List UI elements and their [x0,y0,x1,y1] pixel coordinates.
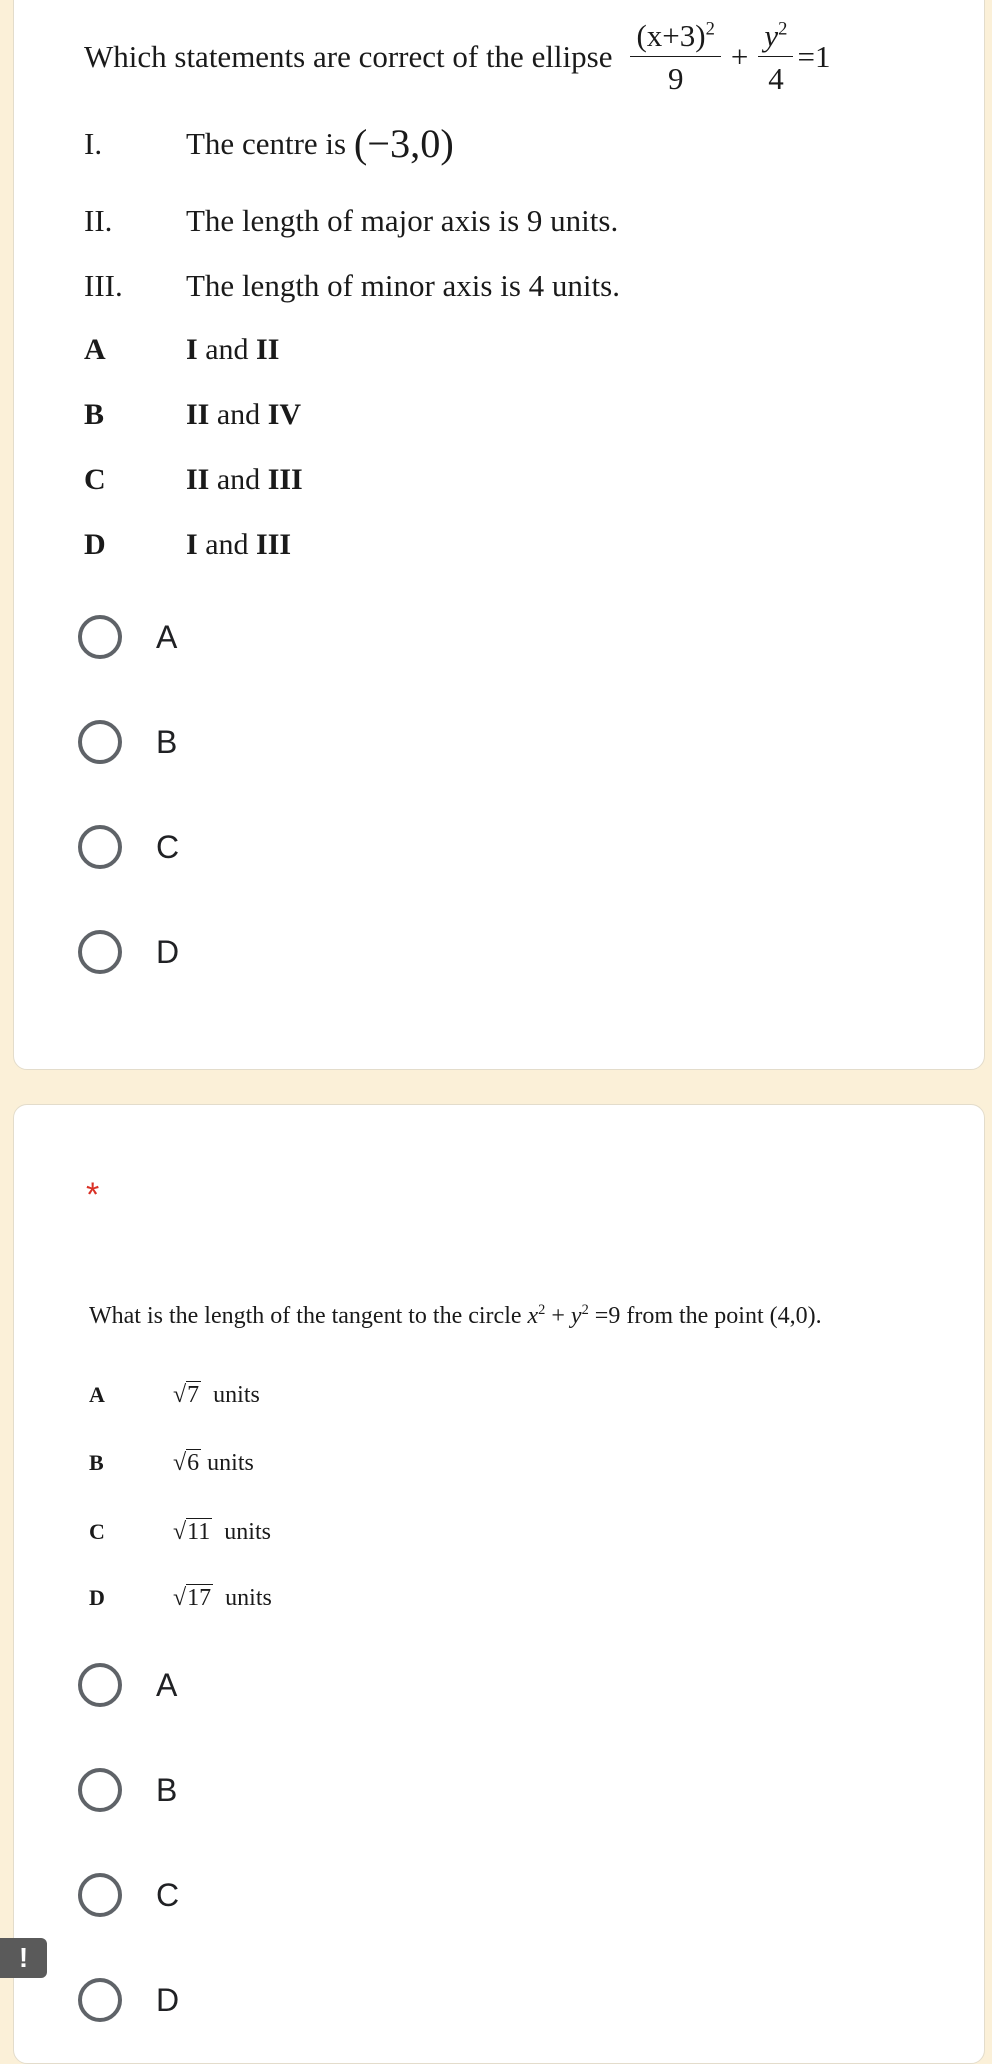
required-indicator: * [86,1176,100,1214]
eq-equals: =1 [797,39,831,75]
q2-radio-c[interactable] [78,1873,179,1917]
option-mid: and [197,528,257,561]
sqrt-symbol: √6 [173,1450,200,1476]
answer-option-a [84,333,279,367]
radio-circle-icon[interactable] [78,1873,122,1917]
alert-icon[interactable]: ! [0,1938,47,1978]
option-mid: and [209,398,268,431]
sqrt-symbol: √17 [173,1585,212,1611]
question-2-text-after: from the point (4,0). [620,1303,822,1329]
option-mid: and [197,333,257,366]
option-letter: A [84,333,106,366]
eq-term2-exp: 2 [778,18,788,40]
sqrt-symbol: √7 [173,1382,200,1408]
statement-roman: III. [84,268,123,303]
statement-roman: II. [84,203,113,238]
eq-term2-den: 4 [768,60,784,96]
option-part-a: I [186,333,198,366]
option-letter: A [89,1382,105,1407]
option-unit: units [213,1382,260,1408]
eq-term1-exp: 2 [705,18,715,40]
option-letter: D [84,528,106,561]
q1-radio-a[interactable] [78,615,177,659]
statement-1 [84,120,454,167]
radio-label[interactable]: D [156,1981,180,2018]
option-part-b: III [267,463,303,496]
eq-equals: =9 [588,1303,621,1329]
statement-text: The centre is [186,126,354,161]
question-1-text: Which statements are correct of the ellipse [84,39,613,75]
radio-circle-icon[interactable] [78,930,122,974]
option-letter: B [89,1450,104,1475]
eq-plus: + [730,39,749,75]
eq-sq1: 2 [538,1302,546,1318]
statement-roman: I. [84,126,103,161]
q2-radio-a[interactable] [78,1663,177,1707]
eq-term1-num: (x+3) [636,18,706,53]
eq-x: x [527,1303,539,1329]
radio-label[interactable]: C [156,828,180,865]
radio-label[interactable]: C [156,1876,180,1913]
question-card-2 [13,1104,985,2064]
q2-answer-option-b [89,1450,254,1477]
eq-y: y [570,1303,582,1329]
option-unit: units [225,1585,272,1611]
option-letter: C [84,463,106,496]
equation-fraction-2 [758,18,793,96]
question-1-stem [84,18,830,96]
radicand: 17 [187,1585,212,1611]
statement-2 [84,203,618,239]
equation-fraction-1 [630,18,720,96]
radio-label[interactable]: B [156,723,178,760]
option-part-b: II [256,333,280,366]
radio-circle-icon[interactable] [78,825,122,869]
q1-radio-c[interactable] [78,825,179,869]
radicand: 6 [187,1450,200,1476]
radio-label[interactable]: D [156,933,180,970]
question-2-stem [89,1302,822,1330]
option-part-b: III [256,528,292,561]
q2-answer-option-c [89,1519,271,1546]
radio-label[interactable]: B [156,1771,178,1808]
radio-circle-icon[interactable] [78,720,122,764]
eq-plus: + [545,1303,571,1329]
q2-answer-option-a [89,1382,260,1409]
radio-circle-icon[interactable] [78,615,122,659]
q2-answer-option-d [89,1585,272,1612]
q2-radio-d[interactable] [78,1978,179,2022]
answer-option-b [84,398,301,432]
statement-text: The length of minor axis is 4 units. [186,268,620,303]
radio-circle-icon[interactable] [78,1978,122,2022]
option-unit: units [224,1519,271,1545]
eq-term1-den: 9 [667,60,684,96]
statement-math: (−3,0) [353,121,454,166]
option-part-b: IV [267,398,302,431]
option-part-a: II [186,398,210,431]
radicand: 11 [187,1519,211,1545]
statement-3 [84,268,620,304]
statement-text: The length of major axis is 9 units. [186,203,619,238]
radio-label[interactable]: A [156,618,178,655]
option-mid: and [209,463,268,496]
answer-option-c [84,463,303,497]
question-2-text-before: What is the length of the tangent to the circle [89,1303,528,1329]
q1-radio-d[interactable] [78,930,179,974]
answer-option-d [84,528,291,562]
option-unit: units [207,1450,254,1476]
sqrt-symbol: √11 [173,1519,211,1545]
radio-circle-icon[interactable] [78,1768,122,1812]
eq-sq2: 2 [581,1302,589,1318]
q1-radio-b[interactable] [78,720,177,764]
option-letter: B [84,398,105,431]
eq-term2-num: y [764,18,779,53]
option-letter: D [89,1585,105,1610]
option-letter: C [89,1519,105,1544]
radio-label[interactable]: A [156,1666,178,1703]
radio-circle-icon[interactable] [78,1663,122,1707]
q2-radio-b[interactable] [78,1768,177,1812]
radicand: 7 [187,1382,200,1408]
option-part-a: II [186,463,210,496]
option-part-a: I [186,528,198,561]
